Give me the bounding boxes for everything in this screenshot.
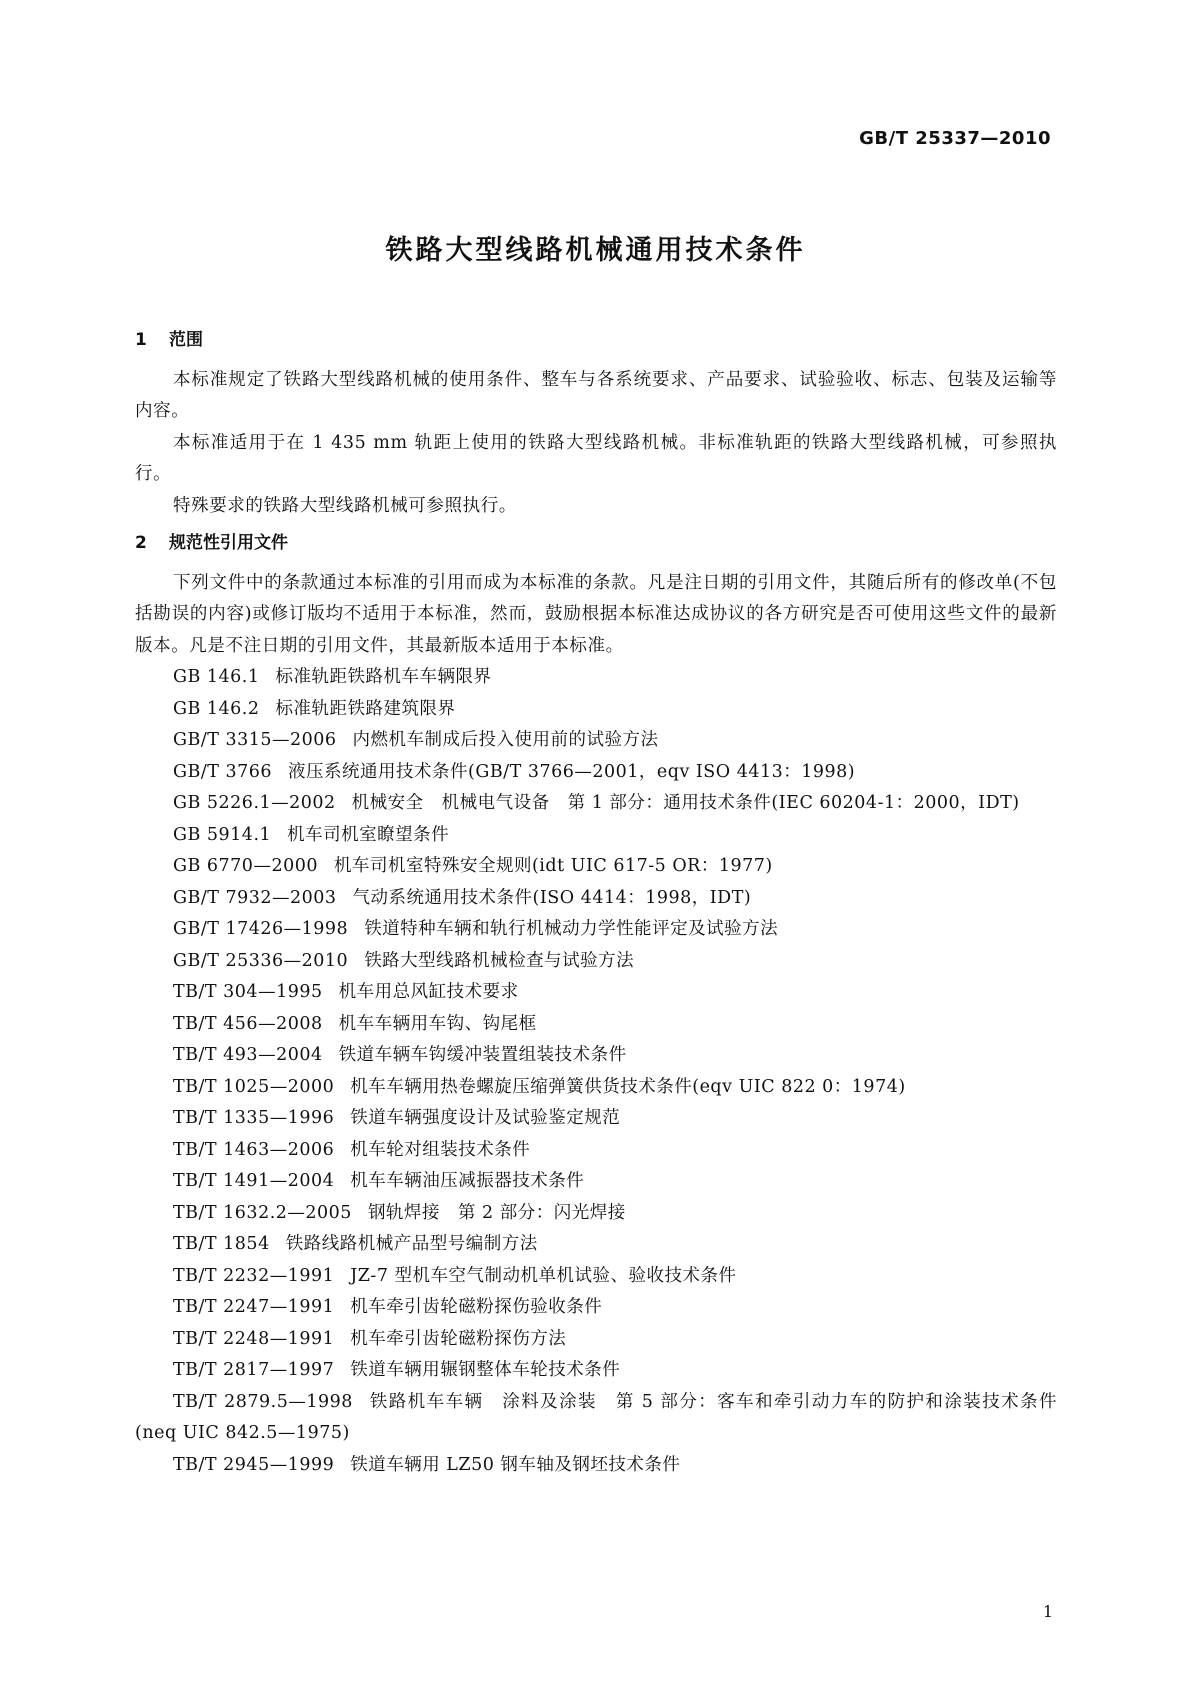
reference-title: 铁道特种车辆和轨行机械动力学性能评定及试验方法 — [364, 919, 779, 939]
reference-item — [135, 1324, 1057, 1356]
reference-title: 铁路线路机械产品型号编制方法 — [285, 1234, 538, 1254]
reference-code: TB/T 1463—2006 — [173, 1139, 335, 1160]
reference-title: 液压系统通用技术条件(GB/T 3766—2001，eqv ISO 4413：1998) — [288, 761, 856, 782]
reference-title: 机车车辆用车钩、钩尾框 — [338, 1013, 537, 1034]
reference-item — [135, 725, 1057, 757]
reference-code: TB/T 1854 — [173, 1234, 270, 1254]
reference-item — [135, 914, 1057, 946]
reference-code: TB/T 493—2004 — [173, 1045, 323, 1065]
reference-item — [135, 1040, 1057, 1072]
section-heading-scope — [135, 325, 1057, 357]
standard-code: GB/T 25337—2010 — [859, 128, 1051, 149]
reference-list — [135, 662, 1057, 1481]
reference-title: 机车牵引齿轮磁粉探伤方法 — [350, 1328, 567, 1349]
reference-title: 机车车辆油压减振器技术条件 — [350, 1171, 585, 1191]
section-title: 范围 — [169, 330, 203, 350]
reference-title: 机车司机室特殊安全规则(idt UIC 617-5 OR：1977) — [333, 856, 773, 876]
reference-item — [135, 1387, 1057, 1450]
reference-code: TB/T 2248—1991 — [173, 1328, 335, 1349]
reference-code: GB 146.1 — [173, 667, 260, 687]
reference-item — [135, 1450, 1057, 1482]
reference-title: 机车车辆用热卷螺旋压缩弹簧供货技术条件(eqv UIC 822 0：1974) — [350, 1076, 906, 1097]
reference-code: TB/T 2879.5—1998 — [173, 1391, 353, 1412]
reference-title: 标准轨距铁路机车车辆限界 — [275, 667, 492, 687]
reference-code: TB/T 1335—1996 — [173, 1108, 335, 1128]
reference-item — [135, 757, 1057, 789]
reference-title: 气动系统通用技术条件(ISO 4414：1998，IDT) — [352, 887, 752, 908]
reference-item — [135, 1198, 1057, 1230]
reference-code: TB/T 1491—2004 — [173, 1171, 335, 1191]
reference-code: GB/T 25336—2010 — [173, 950, 349, 971]
reference-code: GB 146.2 — [173, 698, 260, 719]
reference-title: 铁路机车车辆 涂料及涂装 第 5 部分：客车和牵引动力车的防护和涂装技术条件(neq UIC 842.5—1975) — [135, 1391, 1057, 1443]
reference-item — [135, 662, 1057, 694]
reference-title: 机车牵引齿轮磁粉探伤验收条件 — [350, 1297, 603, 1317]
reference-title: 钢轨焊接 第 2 部分：闪光焊接 — [367, 1202, 626, 1223]
section-number: 2 — [135, 533, 147, 553]
reference-item — [135, 1009, 1057, 1041]
document-body — [135, 325, 1057, 1481]
reference-item — [135, 694, 1057, 726]
reference-item — [135, 820, 1057, 852]
reference-title: 机车司机室瞭望条件 — [287, 824, 450, 845]
reference-title: JZ-7 型机车空气制动机单机试验、验收技术条件 — [350, 1265, 737, 1286]
paragraph: 特殊要求的铁路大型线路机械可参照执行。 — [173, 495, 517, 516]
reference-item — [135, 1135, 1057, 1167]
reference-code: GB/T 3315—2006 — [173, 730, 337, 750]
reference-item — [135, 1292, 1057, 1324]
reference-code: TB/T 2247—1991 — [173, 1297, 335, 1317]
reference-item — [135, 1103, 1057, 1135]
reference-code: TB/T 1025—2000 — [173, 1076, 335, 1097]
reference-code: TB/T 1632.2—2005 — [173, 1202, 352, 1223]
reference-title: 铁道车辆用 LZ50 钢车轴及钢坯技术条件 — [350, 1454, 681, 1475]
reference-title: 内燃机车制成后投入使用前的试验方法 — [352, 730, 659, 750]
reference-code: TB/T 304—1995 — [173, 982, 323, 1002]
reference-title: 机车用总风缸技术要求 — [338, 982, 519, 1002]
reference-title: 标准轨距铁路建筑限界 — [275, 698, 456, 719]
reference-code: TB/T 456—2008 — [173, 1013, 323, 1034]
reference-title: 机车轮对组装技术条件 — [350, 1139, 531, 1160]
reference-item — [135, 788, 1057, 820]
reference-code: GB 5914.1 — [173, 824, 272, 845]
reference-code: GB 6770—2000 — [173, 856, 318, 876]
reference-item — [135, 1072, 1057, 1104]
section-title: 规范性引用文件 — [169, 533, 288, 553]
reference-code: GB/T 17426—1998 — [173, 919, 349, 939]
reference-item — [135, 946, 1057, 978]
reference-item — [135, 883, 1057, 915]
reference-title: 铁道车辆强度设计及试验鉴定规范 — [350, 1108, 621, 1128]
reference-item — [135, 851, 1057, 883]
reference-code: GB 5226.1—2002 — [173, 793, 336, 813]
references-intro: 下列文件中的条款通过本标准的引用而成为本标准的条款。凡是注日期的引用文件，其随后所有的修改单(不包括勘误的内容)或修订版均不适用于本标准，然而，鼓励根据本标准达成协议的各方研究是否可使用这些文件的最新版本。凡是不注日期的引用文件，其最新版本适用于本标准。 — [135, 572, 1057, 656]
reference-item — [135, 1355, 1057, 1387]
section-number: 1 — [135, 330, 147, 350]
reference-title: 机械安全 机械电气设备 第 1 部分：通用技术条件(IEC 60204-1：2000，IDT) — [351, 793, 1020, 813]
reference-item — [135, 1166, 1057, 1198]
reference-item — [135, 1229, 1057, 1261]
reference-item — [135, 1261, 1057, 1293]
reference-code: TB/T 2817—1997 — [173, 1360, 335, 1380]
reference-code: GB/T 3766 — [173, 761, 273, 782]
page-number: 1 — [1042, 1602, 1053, 1621]
reference-title: 铁道车辆车钩缓冲装置组装技术条件 — [338, 1045, 627, 1065]
reference-title: 铁路大型线路机械检查与试验方法 — [364, 950, 635, 971]
reference-code: TB/T 2232—1991 — [173, 1265, 335, 1286]
reference-code: GB/T 7932—2003 — [173, 887, 337, 908]
paragraph: 本标准规定了铁路大型线路机械的使用条件、整车与各系统要求、产品要求、试验验收、标志、包装及运输等内容。 — [135, 369, 1057, 421]
reference-title: 铁道车辆用辗钢整体车轮技术条件 — [350, 1360, 621, 1380]
reference-item — [135, 977, 1057, 1009]
reference-code: TB/T 2945—1999 — [173, 1454, 335, 1475]
section-heading-normative-references — [135, 528, 1057, 560]
paragraph: 本标准适用于在 1 435 mm 轨距上使用的铁路大型线路机械。非标准轨距的铁路大型线路机械，可参照执行。 — [135, 432, 1057, 484]
document-title: 铁路大型线路机械通用技术条件 — [385, 235, 806, 266]
